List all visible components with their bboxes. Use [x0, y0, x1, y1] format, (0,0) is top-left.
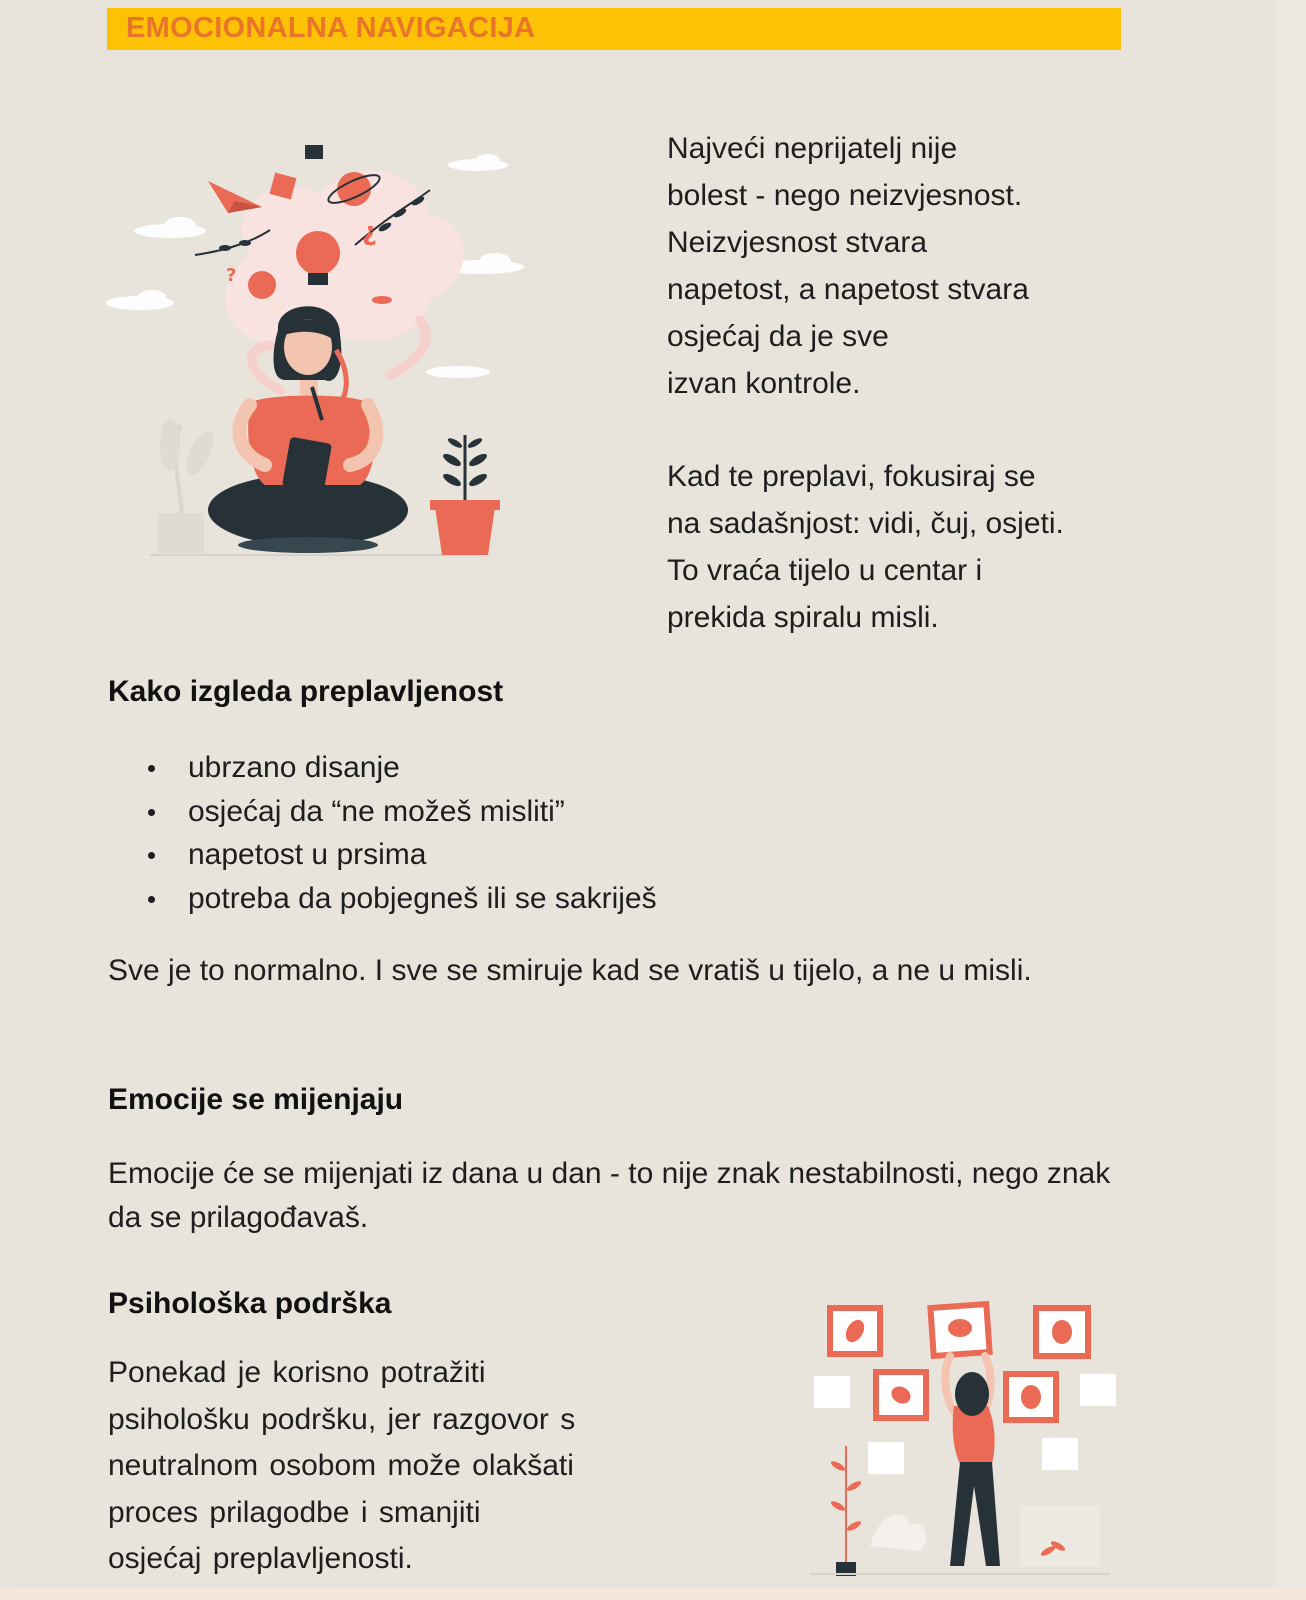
symptom-list — [140, 746, 657, 920]
intro-line: izvan kontrole. — [667, 367, 861, 400]
list-item: ubrzano disanje — [140, 746, 657, 790]
page-title: EMOCIONALNA NAVIGACIJA — [126, 12, 536, 44]
support-line: neutralnom osobom može olakšati — [108, 1449, 574, 1482]
intro-line: Kad te preplavi, fokusiraj se — [667, 460, 1036, 493]
list-item: potreba da pobjegneš ili se sakriješ — [140, 877, 657, 921]
list-item: napetost u prsima — [140, 833, 657, 877]
support-text — [108, 1350, 668, 1583]
intro-line: To vraća tijelo u centar i — [667, 554, 983, 587]
list-item: osjećaj da “ne možeš misliti” — [140, 790, 657, 834]
heading-emotions: Emocije se mijenjaju — [108, 1083, 404, 1116]
woman-thinking-illustration — [100, 135, 540, 575]
intro-line: bolest - nego neizvjesnost. — [667, 179, 1023, 212]
intro-line: prekida spiralu misli. — [667, 601, 939, 634]
intro-line: napetost, a napetost stvara — [667, 273, 1029, 306]
heading-support: Psihološka podrška — [108, 1287, 392, 1320]
support-line: proces prilagodbe i smanjiti — [108, 1495, 481, 1529]
support-line: Ponekad je korisno potražiti — [108, 1356, 486, 1389]
intro-line: na sadašnjost: vidi, čuj, osjeti. — [667, 507, 1064, 540]
support-line: psihološku podršku, jer razgovor s — [108, 1402, 576, 1436]
overwhelm-conclusion: Sve je to normalno. I sve se smiruje kad se vratiš u tijelo, a ne u misli. — [108, 954, 1032, 987]
svg-text:¿: ¿ — [362, 217, 378, 247]
svg-text:?: ? — [226, 265, 237, 286]
page-edge — [1276, 0, 1306, 1600]
emotions-text: Emocije će se mijenjati iz dana u dan - to nije znak nestabilnosti, nego znak da se prilagođavaš. — [108, 1157, 1111, 1234]
bottom-strip — [0, 1588, 1306, 1600]
intro-text — [667, 125, 1147, 641]
support-line: osjećaj preplavljenosti. — [108, 1542, 413, 1575]
intro-line: osjećaj da je sve — [667, 320, 889, 353]
woman-hanging-frames-illustration — [810, 1296, 1120, 1586]
heading-overwhelm: Kako izgleda preplavljenost — [108, 675, 504, 708]
intro-line: Najveći neprijatelj nije — [667, 132, 958, 165]
intro-line: Neizvjesnost stvara — [667, 226, 928, 259]
